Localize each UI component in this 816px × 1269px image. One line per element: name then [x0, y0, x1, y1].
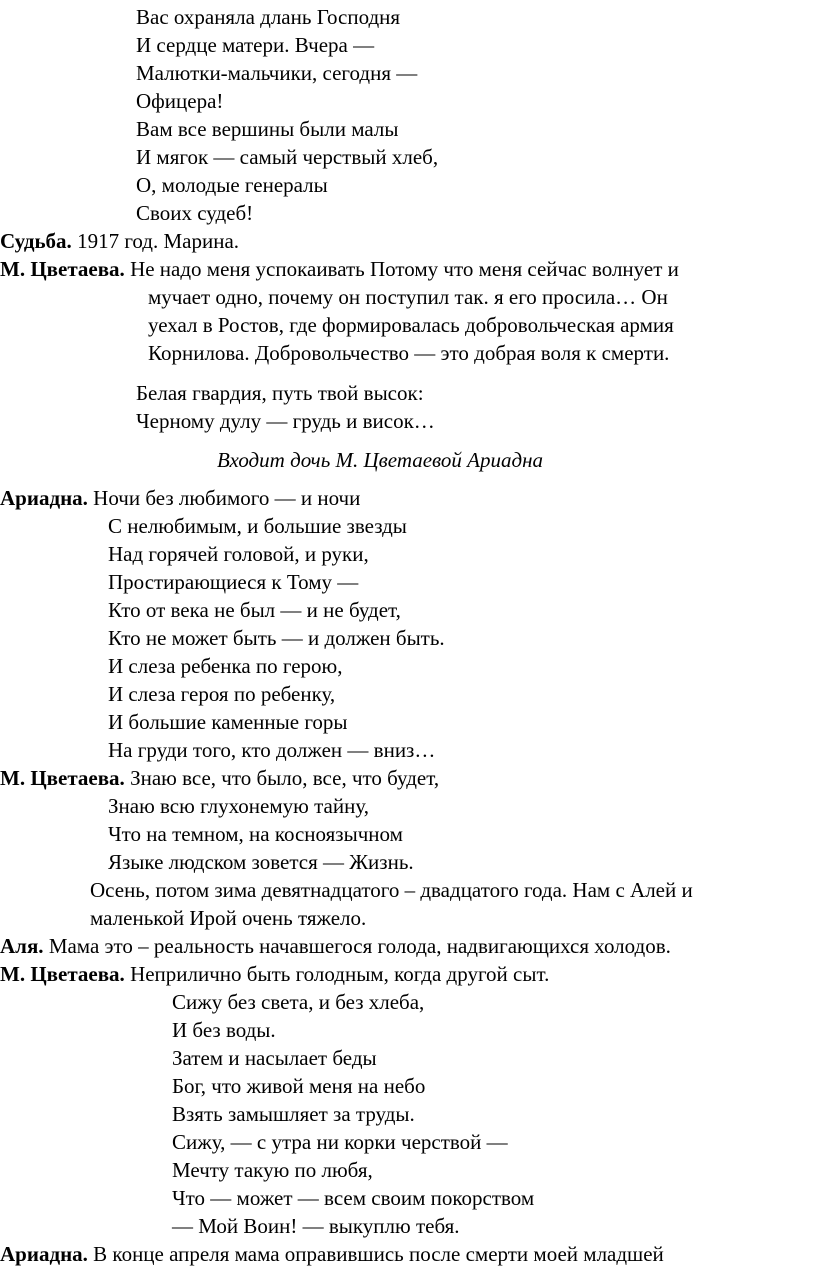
- tsvetaeva-1-first: [0, 255, 679, 283]
- ariadna-1-line-10: На груди того, кто должен — вниз…: [108, 738, 436, 762]
- tsvetaeva-2-line-4: Языке людском зовется — Жизнь.: [108, 850, 414, 874]
- ariadna-1-line-9: И большие каменные горы: [108, 710, 348, 734]
- line-alya: [0, 932, 671, 960]
- speaker-name: Ариадна.: [0, 1242, 88, 1266]
- line-text: 1917 год. Марина.: [71, 229, 240, 253]
- tsvetaeva-3: [0, 960, 549, 988]
- poem1-line-8: Своих судеб!: [136, 201, 254, 225]
- poem3-line-4: Бог, что живой меня на небо: [172, 1074, 426, 1098]
- poem3-line-6: Сижу, — с утра ни корки черствой —: [172, 1130, 508, 1154]
- speaker-name: Ариадна.: [0, 486, 88, 510]
- line-text: В конце апреля мама оправившись после смерти моей младшей: [87, 1242, 664, 1266]
- line-text: Не надо меня успокаивать Потому что меня сейчас волнует и: [124, 257, 679, 281]
- poem2-line-2: Черному дулу — грудь и висок…: [136, 409, 435, 433]
- poem3-line-7: Мечту такую по любя,: [172, 1158, 373, 1182]
- poem3-line-3: Затем и насылает беды: [172, 1046, 377, 1070]
- tsvetaeva-2-line-2: Знаю всю глухонемую тайну,: [108, 794, 369, 818]
- poem3-line-5: Взять замышляет за труды.: [172, 1102, 415, 1126]
- poem1-line-5: Вам все вершины были малы: [136, 117, 399, 141]
- poem1-line-6: И мягок — самый черствый хлеб,: [136, 145, 439, 169]
- line-text: Неприлично быть голодным, когда другой сыт.: [124, 962, 550, 986]
- tsvetaeva-1-line-3: уехал в Ростов, где формировалась добровольческая армия: [148, 313, 674, 337]
- poem1-line-2: И сердце матери. Вчера —: [136, 33, 375, 57]
- ariadna-1-line-5: Кто от века не был — и не будет,: [108, 598, 401, 622]
- speaker-name: М. Цветаева.: [0, 257, 125, 281]
- line-text: Мама это – реальность начавшегося голода, надвигающихся холодов.: [43, 934, 671, 958]
- speaker-name: М. Цветаева.: [0, 962, 125, 986]
- ariadna-1-line-3: Над горячей головой, и руки,: [108, 542, 369, 566]
- tsvetaeva-1-line-4: Корнилова. Добровольчество — это добрая воля к смерти.: [148, 341, 670, 365]
- poem1-line-1: Вас охраняла длань Господня: [136, 5, 401, 29]
- narration-line-2: маленькой Ирой очень тяжело.: [90, 906, 367, 930]
- stage-direction: Входит дочь М. Цветаевой Ариадна: [217, 448, 544, 472]
- tsvetaeva-2-line-3: Что на темном, на косноязычном: [108, 822, 403, 846]
- poem3-line-1: Сижу без света, и без хлеба,: [172, 990, 425, 1014]
- poem3-line-2: И без воды.: [172, 1018, 276, 1042]
- speaker-name: М. Цветаева.: [0, 766, 125, 790]
- ariadna-1-line-6: Кто не может быть — и должен быть.: [108, 626, 445, 650]
- ariadna-1-line-8: И слеза героя по ребенку,: [108, 682, 336, 706]
- poem3-line-9: — Мой Воин! — выкуплю тебя.: [172, 1214, 460, 1238]
- ariadna-1-line-4: Простирающиеся к Тому —: [108, 570, 359, 594]
- ariadna-1-first: [0, 484, 360, 512]
- poem1-line-3: Малютки-мальчики, сегодня —: [136, 61, 418, 85]
- speaker-name: Аля.: [0, 934, 44, 958]
- poem1-line-4: Офицера!: [136, 89, 224, 113]
- ariadna-1-line-2: С нелюбимым, и большие звезды: [108, 514, 407, 538]
- ariadna-2: [0, 1240, 664, 1268]
- narration-line-1: Осень, потом зима девятнадцатого – двадцатого года. Нам с Алей и: [90, 878, 693, 902]
- speaker-name: Судьба.: [0, 229, 72, 253]
- poem1-line-7: О, молодые генералы: [136, 173, 328, 197]
- poem3-line-8: Что — может — всем своим покорством: [172, 1186, 535, 1210]
- line-text: Знаю все, что было, все, что будет,: [124, 766, 440, 790]
- tsvetaeva-2-first: [0, 764, 439, 792]
- ariadna-1-line-7: И слеза ребенка по герою,: [108, 654, 343, 678]
- poem2-line-1: Белая гвардия, путь твой высок:: [136, 381, 424, 405]
- line-sudba: [0, 227, 239, 255]
- line-text: Ночи без любимого — и ночи: [87, 486, 361, 510]
- tsvetaeva-1-line-2: мучает одно, почему он поступил так. я его просила… Он: [148, 285, 668, 309]
